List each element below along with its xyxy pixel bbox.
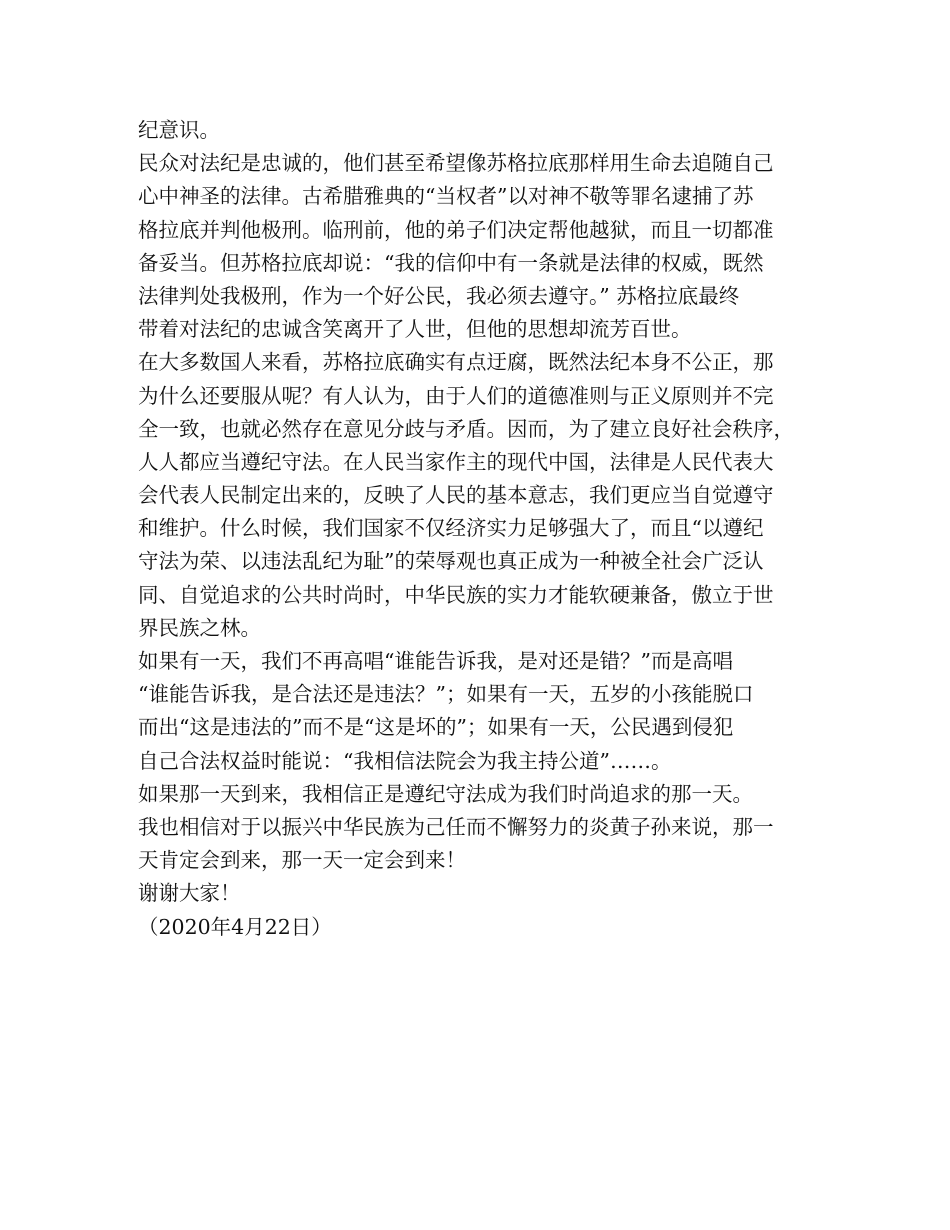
text-line: 而出“这是违法的”而不是“这是坏的”；如果有一天，公民遇到侵犯 — [138, 715, 734, 740]
text-line: 界民族之林。 — [138, 615, 261, 640]
text-line: 在大多数国人来看，苏格拉底确实有点迂腐，既然法纪本身不公正，那 — [138, 350, 774, 375]
text-line: 全一致，也就必然存在意见分歧与矛盾。因而，为了建立良好社会秩序， — [138, 416, 794, 441]
text-line: 法律判处我极刑，作为一个好公民，我必须去遵守。” 苏格拉底最终 — [138, 283, 740, 308]
speech-text — [138, 114, 828, 944]
text-line: 我也相信对于以振兴中华民族为己任而不懈努力的炎黄子孙来说，那一 — [138, 814, 774, 839]
date-line: （2020年4月22日） — [138, 914, 332, 939]
text-line: 会代表人民制定出来的，反映了人民的基本意志，我们更应当自觉遵守 — [138, 483, 774, 508]
text-line: 如果有一天，我们不再高唱“谁能告诉我，是对还是错？”而是高唱 — [138, 649, 733, 673]
text-line: 人人都应当遵纪守法。在人民当家作主的现代中国，法律是人民代表大 — [138, 449, 774, 474]
text-line: 纪意识。 — [138, 118, 220, 142]
text-line: 民众对法纪是忠诚的，他们甚至希望像苏格拉底那样用生命去追随自己 — [138, 151, 774, 176]
text-line: 带着对法纪的忠诚含笑离开了人世，但他的思想却流芳百世。 — [138, 317, 692, 342]
text-line: 守法为荣、以违法乱纪为耻”的荣辱观也真正成为一种被全社会广泛认 — [138, 549, 764, 574]
text-line: 和维护。什么时候，我们国家不仅经济实力足够强大了，而且“以遵纪 — [138, 516, 764, 541]
text-line: “谁能告诉我，是合法还是违法？”；如果有一天，五岁的小孩能脱口 — [138, 682, 754, 707]
text-line: 为什么还要服从呢？有人认为，由于人们的道德准则与正义原则并不完 — [138, 383, 774, 408]
text-line: 心中神圣的法律。古希腊雅典的“当权者”以对神不敬等罪名逮捕了苏 — [138, 184, 754, 209]
text-line: 同、自觉追求的公共时尚时，中华民族的实力才能软硬兼备，傲立于世 — [138, 582, 774, 607]
text-line: 备妥当。但苏格拉底却说：“我的信仰中有一条就是法律的权威，既然 — [138, 250, 764, 275]
text-line: 谢谢大家！ — [138, 881, 241, 906]
text-line: 天肯定会到来，那一天一定会到来！ — [138, 848, 466, 873]
text-line: 自己合法权益时能说：“我相信法院会为我主持公道”……。 — [138, 748, 672, 773]
text-line: 格拉底并判他极刑。临刑前，他的弟子们决定帮他越狱，而且一切都准 — [138, 217, 774, 242]
text-line: 如果那一天到来，我相信正是遵纪守法成为我们时尚追求的那一天。 — [138, 781, 753, 806]
